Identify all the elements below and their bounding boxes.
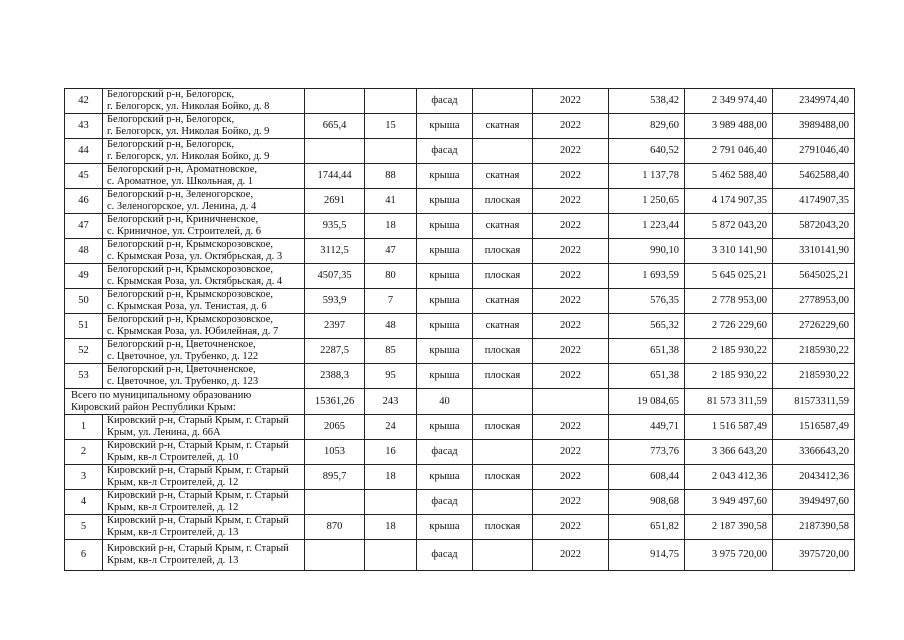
row-address-line2: Крым, кв-л Строителей, д. 10 — [107, 452, 239, 463]
row-number: 3 — [65, 465, 103, 490]
row-area: 2388,3 — [305, 364, 365, 389]
table-row — [65, 440, 855, 465]
summary-sum: 81 573 311,59 — [685, 389, 773, 415]
table-row — [65, 139, 855, 164]
row-count — [365, 139, 417, 164]
table-row — [65, 314, 855, 339]
row-address-line1: Белогорский р-н, Белогорск, — [107, 114, 235, 125]
row-unit-cost: 914,75 — [609, 540, 685, 571]
row-roof-type: плоская — [473, 364, 533, 389]
row-unit-cost: 651,82 — [609, 515, 685, 540]
row-roof-type: плоская — [473, 189, 533, 214]
row-year: 2022 — [533, 189, 609, 214]
row-number: 44 — [65, 139, 103, 164]
row-unit-cost: 651,38 — [609, 339, 685, 364]
row-address-line1: Белогорский р-н, Крымскорозовское, — [107, 314, 274, 325]
table-body-beloгorsk — [65, 89, 855, 389]
summary-label-line1: Всего по муниципальному образованию — [71, 389, 252, 401]
row-sum: 3 975 720,00 — [685, 540, 773, 571]
row-sum: 2 349 974,40 — [685, 89, 773, 114]
row-address-line2: с. Крымская Роза, ул. Октябрьская, д. 3 — [107, 251, 283, 262]
row-number: 47 — [65, 214, 103, 239]
row-work-type: фасад — [417, 540, 473, 571]
row-work-type: крыша — [417, 239, 473, 264]
row-count: 85 — [365, 339, 417, 364]
row-count: 80 — [365, 264, 417, 289]
row-work-type: крыша — [417, 515, 473, 540]
row-sum: 2 043 412,36 — [685, 465, 773, 490]
row-number: 1 — [65, 415, 103, 440]
table-row — [65, 515, 855, 540]
row-address-line1: Белогорский р-н, Ароматновское, — [107, 164, 258, 175]
row-work-type: фасад — [417, 89, 473, 114]
row-address-line1: Кировский р-н, Старый Крым, г. Старый — [107, 515, 289, 526]
row-address — [103, 139, 305, 164]
summary-label-line2: Кировский район Республики Крым: — [71, 401, 236, 413]
row-area — [305, 139, 365, 164]
row-address-line1: Кировский р-н, Старый Крым, г. Старый — [107, 490, 289, 501]
row-address-line2: с. Крымская Роза, ул. Юбилейная, д. 7 — [107, 326, 279, 337]
row-number: 50 — [65, 289, 103, 314]
row-roof-type: скатная — [473, 214, 533, 239]
row-area: 4507,35 — [305, 264, 365, 289]
row-address-line2: г. Белогорск, ул. Николая Бойко, д. 8 — [107, 101, 270, 112]
row-area: 2287,5 — [305, 339, 365, 364]
row-unit-cost: 538,42 — [609, 89, 685, 114]
row-area: 895,7 — [305, 465, 365, 490]
row-area — [305, 490, 365, 515]
row-count: 16 — [365, 440, 417, 465]
row-unit-cost: 773,76 — [609, 440, 685, 465]
row-total: 4174907,35 — [773, 189, 855, 214]
row-address-line1: Белогорский р-н, Криничненское, — [107, 214, 259, 225]
row-work-type: крыша — [417, 164, 473, 189]
row-work-type: крыша — [417, 214, 473, 239]
row-count: 7 — [365, 289, 417, 314]
summary-label — [65, 389, 305, 415]
row-address-line2: с. Цветочное, ул. Трубенко, д. 123 — [107, 376, 259, 387]
row-address-line1: Кировский р-н, Старый Крым, г. Старый — [107, 440, 289, 451]
table-row — [65, 540, 855, 571]
row-address-line1: Белогорский р-н, Крымскорозовское, — [107, 289, 274, 300]
row-address-line1: Кировский р-н, Старый Крым, г. Старый — [107, 465, 289, 476]
row-count: 47 — [365, 239, 417, 264]
row-address — [103, 515, 305, 540]
row-sum: 1 516 587,49 — [685, 415, 773, 440]
row-address-line2: с. Зеленогорское, ул. Ленина, д. 4 — [107, 201, 257, 212]
row-sum: 2 185 930,22 — [685, 339, 773, 364]
row-sum: 3 366 643,20 — [685, 440, 773, 465]
row-work-type: крыша — [417, 114, 473, 139]
row-total: 2185930,22 — [773, 339, 855, 364]
row-address — [103, 465, 305, 490]
row-count: 88 — [365, 164, 417, 189]
row-area: 665,4 — [305, 114, 365, 139]
row-work-type: фасад — [417, 440, 473, 465]
row-roof-type: скатная — [473, 314, 533, 339]
row-work-type: крыша — [417, 314, 473, 339]
row-address — [103, 440, 305, 465]
row-area: 593,9 — [305, 289, 365, 314]
row-sum: 2 187 390,58 — [685, 515, 773, 540]
row-address-line1: Белогорский р-н, Цветочненское, — [107, 339, 256, 350]
summary-year — [533, 389, 609, 415]
row-total: 5872043,20 — [773, 214, 855, 239]
row-number: 45 — [65, 164, 103, 189]
row-sum: 2 778 953,00 — [685, 289, 773, 314]
row-unit-cost: 908,68 — [609, 490, 685, 515]
row-unit-cost: 576,35 — [609, 289, 685, 314]
row-total: 2349974,40 — [773, 89, 855, 114]
row-sum: 2 185 930,22 — [685, 364, 773, 389]
row-unit-cost: 640,52 — [609, 139, 685, 164]
summary-total: 81573311,59 — [773, 389, 855, 415]
row-unit-cost: 565,32 — [609, 314, 685, 339]
table-row — [65, 289, 855, 314]
row-address — [103, 339, 305, 364]
row-address — [103, 189, 305, 214]
row-number: 2 — [65, 440, 103, 465]
row-work-type: фасад — [417, 490, 473, 515]
row-address-line2: г. Белогорск, ул. Николая Бойко, д. 9 — [107, 151, 270, 162]
row-total: 3949497,60 — [773, 490, 855, 515]
row-total: 2726229,60 — [773, 314, 855, 339]
row-count: 41 — [365, 189, 417, 214]
row-number: 6 — [65, 540, 103, 571]
row-total: 3366643,20 — [773, 440, 855, 465]
row-work-type: крыша — [417, 465, 473, 490]
row-year: 2022 — [533, 440, 609, 465]
row-sum: 3 949 497,60 — [685, 490, 773, 515]
row-area: 2397 — [305, 314, 365, 339]
row-year: 2022 — [533, 214, 609, 239]
table-row — [65, 214, 855, 239]
table-row — [65, 465, 855, 490]
row-roof-type: скатная — [473, 114, 533, 139]
row-sum: 3 310 141,90 — [685, 239, 773, 264]
summary-row — [65, 389, 855, 415]
row-number: 46 — [65, 189, 103, 214]
row-total: 3310141,90 — [773, 239, 855, 264]
row-address-line2: Крым, кв-л Строителей, д. 13 — [107, 527, 239, 538]
row-address — [103, 314, 305, 339]
row-address-line1: Белогорский р-н, Белогорск, — [107, 89, 235, 100]
summary-section — [65, 389, 855, 415]
row-number: 5 — [65, 515, 103, 540]
row-address-line2: с. Криничное, ул. Строителей, д. 6 — [107, 226, 262, 237]
row-count: 15 — [365, 114, 417, 139]
row-area: 1053 — [305, 440, 365, 465]
row-area: 2691 — [305, 189, 365, 214]
row-total: 2778953,00 — [773, 289, 855, 314]
row-address — [103, 114, 305, 139]
row-count — [365, 89, 417, 114]
table-row — [65, 239, 855, 264]
row-work-type: крыша — [417, 264, 473, 289]
row-area: 935,5 — [305, 214, 365, 239]
row-year: 2022 — [533, 289, 609, 314]
row-year: 2022 — [533, 364, 609, 389]
row-address-line1: Кировский р-н, Старый Крым, г. Старый — [107, 415, 289, 426]
row-work-type: крыша — [417, 289, 473, 314]
row-roof-type: плоская — [473, 339, 533, 364]
row-roof-type: плоская — [473, 515, 533, 540]
row-roof-type: плоская — [473, 415, 533, 440]
row-year: 2022 — [533, 540, 609, 571]
row-sum: 2 726 229,60 — [685, 314, 773, 339]
row-roof-type: плоская — [473, 239, 533, 264]
summary-work: 40 — [417, 389, 473, 415]
row-year: 2022 — [533, 515, 609, 540]
row-count — [365, 490, 417, 515]
row-total: 2791046,40 — [773, 139, 855, 164]
row-year: 2022 — [533, 114, 609, 139]
row-roof-type — [473, 540, 533, 571]
table-row — [65, 490, 855, 515]
row-year: 2022 — [533, 314, 609, 339]
summary-area: 15361,26 — [305, 389, 365, 415]
row-count: 18 — [365, 465, 417, 490]
row-number: 43 — [65, 114, 103, 139]
row-address — [103, 540, 305, 571]
row-count: 18 — [365, 515, 417, 540]
row-year: 2022 — [533, 139, 609, 164]
row-work-type: крыша — [417, 364, 473, 389]
row-unit-cost: 1 250,65 — [609, 189, 685, 214]
row-roof-type: скатная — [473, 164, 533, 189]
row-count: 95 — [365, 364, 417, 389]
row-work-type: крыша — [417, 415, 473, 440]
row-unit-cost: 608,44 — [609, 465, 685, 490]
row-year: 2022 — [533, 264, 609, 289]
row-year: 2022 — [533, 415, 609, 440]
row-count: 24 — [365, 415, 417, 440]
row-address-line2: с. Крымская Роза, ул. Тенистая, д. 6 — [107, 301, 267, 312]
row-total: 2185930,22 — [773, 364, 855, 389]
row-unit-cost: 651,38 — [609, 364, 685, 389]
row-address — [103, 364, 305, 389]
row-number: 42 — [65, 89, 103, 114]
row-address-line2: с. Ароматное, ул. Школьная, д. 1 — [107, 176, 254, 187]
row-roof-type: плоская — [473, 465, 533, 490]
row-year: 2022 — [533, 490, 609, 515]
row-address-line1: Белогорский р-н, Белогорск, — [107, 139, 235, 150]
row-year: 2022 — [533, 239, 609, 264]
row-work-type: фасад — [417, 139, 473, 164]
row-unit-cost: 449,71 — [609, 415, 685, 440]
row-work-type: крыша — [417, 339, 473, 364]
row-total: 5645025,21 — [773, 264, 855, 289]
row-number: 52 — [65, 339, 103, 364]
row-roof-type: скатная — [473, 289, 533, 314]
row-address-line2: с. Крымская Роза, ул. Октябрьская, д. 4 — [107, 276, 283, 287]
row-roof-type: плоская — [473, 264, 533, 289]
row-count — [365, 540, 417, 571]
table-row — [65, 89, 855, 114]
row-count: 48 — [365, 314, 417, 339]
row-year: 2022 — [533, 339, 609, 364]
row-number: 53 — [65, 364, 103, 389]
row-year: 2022 — [533, 89, 609, 114]
row-total: 1516587,49 — [773, 415, 855, 440]
row-area — [305, 540, 365, 571]
row-unit-cost: 1 223,44 — [609, 214, 685, 239]
row-total: 2187390,58 — [773, 515, 855, 540]
row-address — [103, 164, 305, 189]
row-address — [103, 289, 305, 314]
summary-type — [473, 389, 533, 415]
table-row — [65, 114, 855, 139]
row-address-line2: Крым, ул. Ленина, д. 66А — [107, 427, 221, 438]
row-number: 51 — [65, 314, 103, 339]
row-address — [103, 415, 305, 440]
row-sum: 4 174 907,35 — [685, 189, 773, 214]
row-area: 870 — [305, 515, 365, 540]
row-unit-cost: 990,10 — [609, 239, 685, 264]
row-roof-type — [473, 440, 533, 465]
row-year: 2022 — [533, 465, 609, 490]
row-roof-type — [473, 139, 533, 164]
table-body-kirovsky — [65, 415, 855, 571]
row-address-line1: Кировский р-н, Старый Крым, г. Старый — [107, 543, 289, 554]
row-address-line1: Белогорский р-н, Зеленогорское, — [107, 189, 254, 200]
row-sum: 5 462 588,40 — [685, 164, 773, 189]
row-sum: 3 989 488,00 — [685, 114, 773, 139]
row-area: 1744,44 — [305, 164, 365, 189]
row-sum: 2 791 046,40 — [685, 139, 773, 164]
row-count: 18 — [365, 214, 417, 239]
row-total: 5462588,40 — [773, 164, 855, 189]
row-sum: 5 872 043,20 — [685, 214, 773, 239]
row-unit-cost: 1 693,59 — [609, 264, 685, 289]
row-address-line2: г. Белогорск, ул. Николая Бойко, д. 9 — [107, 126, 270, 137]
row-number: 48 — [65, 239, 103, 264]
table-row — [65, 415, 855, 440]
row-area — [305, 89, 365, 114]
row-address-line2: с. Цветочное, ул. Трубенко, д. 122 — [107, 351, 259, 362]
row-work-type: крыша — [417, 189, 473, 214]
table-row — [65, 164, 855, 189]
row-address-line1: Белогорский р-н, Крымскорозовское, — [107, 264, 274, 275]
repair-schedule-table — [64, 88, 855, 571]
row-number: 49 — [65, 264, 103, 289]
summary-unit: 19 084,65 — [609, 389, 685, 415]
summary-count: 243 — [365, 389, 417, 415]
row-address-line2: Крым, кв-л Строителей, д. 12 — [107, 502, 239, 513]
row-address-line2: Крым, кв-л Строителей, д. 13 — [107, 555, 239, 566]
row-total: 3975720,00 — [773, 540, 855, 571]
table-row — [65, 364, 855, 389]
row-sum: 5 645 025,21 — [685, 264, 773, 289]
row-roof-type — [473, 490, 533, 515]
table-row — [65, 339, 855, 364]
row-number: 4 — [65, 490, 103, 515]
table-row — [65, 189, 855, 214]
row-address-line2: Крым, кв-л Строителей, д. 12 — [107, 477, 239, 488]
table-row — [65, 264, 855, 289]
row-unit-cost: 1 137,78 — [609, 164, 685, 189]
row-address — [103, 89, 305, 114]
row-address — [103, 264, 305, 289]
row-year: 2022 — [533, 164, 609, 189]
row-unit-cost: 829,60 — [609, 114, 685, 139]
row-total: 2043412,36 — [773, 465, 855, 490]
row-address-line1: Белогорский р-н, Крымскорозовское, — [107, 239, 274, 250]
row-address-line1: Белогорский р-н, Цветочненское, — [107, 364, 256, 375]
row-total: 3989488,00 — [773, 114, 855, 139]
row-address — [103, 239, 305, 264]
row-roof-type — [473, 89, 533, 114]
row-address — [103, 490, 305, 515]
row-address — [103, 214, 305, 239]
row-area: 3112,5 — [305, 239, 365, 264]
row-area: 2065 — [305, 415, 365, 440]
